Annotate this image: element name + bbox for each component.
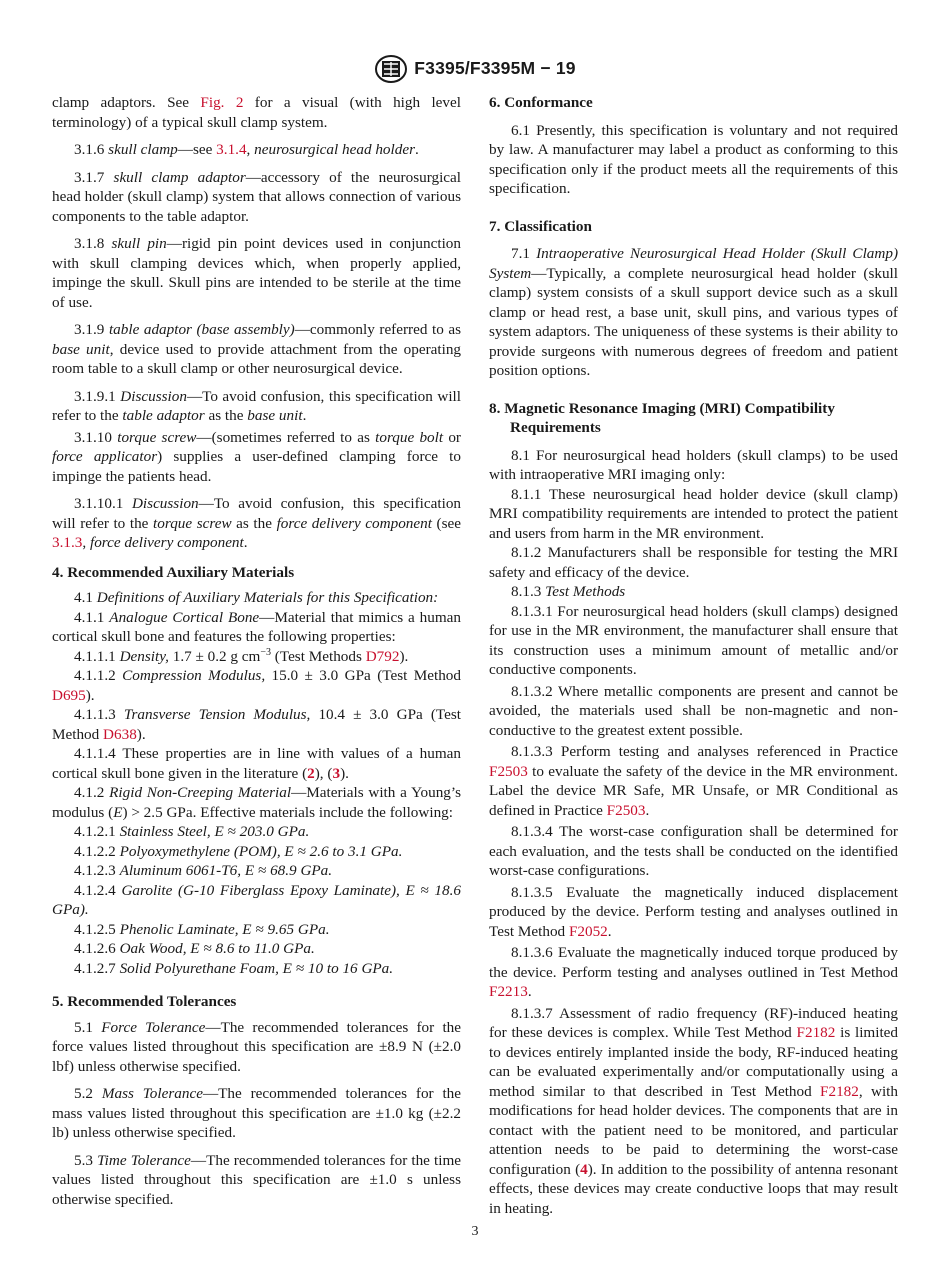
- paragraph-4-1-1-4: 4.1.1.4 These properties are in line with values of a human cortical skull bone given in the literature (2), (3).: [52, 745, 461, 782]
- link-f2052[interactable]: F2052: [568, 922, 608, 940]
- section-4-heading: 4. Recommended Auxiliary Materials: [52, 563, 295, 581]
- paragraph-4-1-1-2: 4.1.1.2 Compression Modulus, 15.0 ± 3.0 GPa (Test Method D695).: [52, 667, 461, 704]
- paragraph-3-1-10: 3.1.10 torque screw—(sometimes referred to as torque bolt or force applicator) supplies a user-defined clamping force to impinge the patients head.: [52, 428, 461, 485]
- paragraph-4-1-1-1: 4.1.1.1 Density, 1.7 ± 0.2 g $cm^{-3}$ (Test Methods D792).: [74, 646, 409, 665]
- paragraph-4-1-1: 4.1.1 Analogue Cortical Bone—Material that mimics a human cortical skull bone and features the following properties:: [52, 608, 462, 645]
- material-item: 4.1.2.1 Stainless Steel, E ≈ 203.0 GPa.: [74, 823, 310, 840]
- paragraph-3-1-9: 3.1.9 table adaptor (base assembly)—commonly referred to as base unit, device used to provide attachment from the operating room table to a skull clamp or other neurosurgical device.: [52, 321, 462, 377]
- left-column: [52, 93, 461, 1209]
- section-6-heading: 6. Conformance: [489, 94, 593, 111]
- paragraph-7-1: 7.1 Intraoperative Neurosurgical Head Holder (Skull Clamp) System—Typically, a complete neurosurgical head holder (skull clamp) system consists of a skull support device such as a skull clamp or head rest, a base unit, skull pins, and various types of system adaptors. The uniqueness of these systems is their ability to provide surgeons with numerous degrees of freedom and patient position options.: [489, 245, 898, 379]
- paragraph-8-1-3-1: 8.1.3.1 For neurosurgical head holders (skull clamps) designed for use in the MR environment, the manufacturer shall ensure that its construction uses a minimum amount of metallic and/or conductive components.: [489, 602, 898, 678]
- paragraph-8-1-3: 8.1.3 Test Methods: [511, 583, 626, 600]
- material-item: 4.1.2.4 Garolite (G-10 Fiberglass Epoxy Laminate), E ≈ 18.6 GPa).: [52, 881, 462, 918]
- paragraph-4-1-1-3: 4.1.1.3 Transverse Tension Modulus, 10.4 ± 3.0 GPa (Test Method D638).: [52, 706, 461, 743]
- material-item: 4.1.2.7 Solid Polyurethane Foam, E ≈ 10 to 16 GPa.: [74, 959, 394, 977]
- link-d638[interactable]: D638: [103, 725, 137, 743]
- paragraph-8-1-1: 8.1.1 These neurosurgical head holder device (skull clamp) MRI compatibility requirements are intended to protect the patient and users from harm in the MR environment.: [489, 485, 898, 542]
- link-3-1-3[interactable]: 3.1.3: [52, 534, 83, 551]
- paragraph-3-1-7: 3.1.7 skull clamp adaptor—accessory of the neurosurgical head holder (skull clamp) system that allows connection of various components to the table adaptor.: [52, 168, 461, 225]
- paragraph-8-1-3-7: 8.1.3.7 Assessment of radio frequency (RF)-induced heating for these devices is complex. While Test Method F2182 is limited to devices entirely implanted inside the body, RF-induced heating can be evaluated experimentally and/or computationally using a method similar to that described in Test Method F2182, with modifications for head holder devices. The components that are in contact with the patient need to be monitored, and particular attention needs to be paid to determining the worst-case configuration (4). In addition to the possibility of antenna resonant effects, these devices may create conductive loops that may result in heating.: [489, 1004, 899, 1217]
- page-header: [0, 54, 950, 84]
- paragraph-8-1-3-4: 8.1.3.4 The worst-case configuration shall be determined for each evaluation, and the tests shall be conducted on the identified worst-case configurations.: [489, 823, 898, 879]
- material-item: 4.1.2.5 Phenolic Laminate, E ≈ 9.65 GPa.: [74, 920, 330, 938]
- paragraph-8-1: 8.1 For neurosurgical head holders (skull clamps) to be used with intraoperative MRI imaging only:: [489, 446, 898, 483]
- paragraph-8-1-2: 8.1.2 Manufacturers shall be responsible for testing the MRI safety and efficacy of the device.: [489, 544, 899, 581]
- link-fig-2[interactable]: Fig. 2: [200, 94, 244, 111]
- link-f2182[interactable]: F2182: [796, 1024, 836, 1041]
- paragraph-4-1-2: 4.1.2 Rigid Non-Creeping Material—Materials with a Young’s modulus (E) > 2.5 GPa. Effective materials include the following:: [52, 784, 462, 821]
- ref-3[interactable]: 3: [332, 764, 341, 782]
- link-f2503[interactable]: F2503: [606, 801, 646, 819]
- paragraph-3-1-10-1: 3.1.10.1 Discussion—To avoid confusion, this specification will refer to the torque screw as the force delivery component (see 3.1.3, force delivery component.: [52, 495, 462, 551]
- material-item: 4.1.2.2 Polyoxymethylene (POM), E ≈ 2.6 to 3.1 GPa.: [74, 842, 403, 860]
- standard-designation: F3395/F3395M − 19: [414, 58, 576, 79]
- section-8-heading: 8. Magnetic Resonance Imaging (MRI) Compatibility Requirements: [489, 399, 835, 436]
- paragraph-3-1-8: 3.1.8 skull pin—rigid pin point devices used in conjunction with skull clamping devices which, when properly applied, impinge the skull. Skull pins are intended to be sterile at the time of use.: [52, 235, 461, 311]
- paragraph-8-1-3-6: 8.1.3.6 Evaluate the magnetically induced torque produced by the device. Perform testing and analyses outlined in Test Method F2213.: [489, 944, 898, 1000]
- paragraph-8-1-3-5: 8.1.3.5 Evaluate the magnetically induced displacement produced by the device. Perform testing and analyses outlined in Test Method F2052.: [489, 883, 899, 940]
- material-item: 4.1.2.3 Aluminum 6061-T6, E ≈ 68.9 GPa.: [74, 862, 333, 879]
- paragraph-6-1: 6.1 Presently, this specification is voluntary and not required by law. A manufacturer may label a product as conforming to this specification only if the product meets all the requirements of this specification.: [489, 121, 898, 197]
- paragraph-8-1-3-2: 8.1.3.2 Where metallic components are present and cannot be avoided, the materials used shall be non-magnetic and non-conductive to the greatest extent possible.: [489, 682, 899, 739]
- paragraph-5-1: 5.1 Force Tolerance—The recommended tolerances for the force values listed throughout this specification are ±8.9 N (±2.0 lbf) unless otherwise specified.: [52, 1018, 461, 1075]
- link-f2503[interactable]: F2503: [489, 762, 528, 780]
- paragraph-8-1-3-3: 8.1.3.3 Perform testing and analyses referenced in Practice F2503 to evaluate the safety of the device in the MR environment. Label the device MR Safe, MR Unsafe, or MR Conditional as defined in Practice F2503.: [489, 743, 899, 819]
- paragraph-continuation: clamp adaptors. See Fig. 2 for a visual (with high level terminology) of a typical skull clamp system.: [52, 94, 461, 131]
- link-3-1-4[interactable]: 3.1.4: [216, 141, 247, 158]
- section-5-heading: 5. Recommended Tolerances: [52, 993, 237, 1010]
- paragraph-3-1-9-1: 3.1.9.1 Discussion—To avoid confusion, this specification will refer to the table adaptor as the base unit.: [52, 387, 461, 424]
- paragraph-3-1-6: 3.1.6 skull clamp—see 3.1.4, neurosurgical head holder.: [74, 141, 419, 158]
- material-item: 4.1.2.6 Oak Wood, E ≈ 8.6 to 11.0 GPa.: [74, 940, 315, 957]
- astm-logo-icon: [374, 54, 408, 84]
- paragraph-5-2: 5.2 Mass Tolerance—The recommended tolerances for the mass values listed throughout this specification are ±1.0 kg (±2.2 lb) unless otherwise specified.: [52, 1085, 461, 1141]
- ref-4[interactable]: 4: [580, 1160, 588, 1178]
- page-number: 3: [471, 1224, 479, 1239]
- link-f2213[interactable]: F2213: [489, 983, 528, 1000]
- link-d695[interactable]: D695: [52, 686, 86, 704]
- right-column: [489, 93, 898, 1218]
- ref-2[interactable]: 2: [307, 764, 315, 782]
- link-d792[interactable]: D792: [365, 647, 400, 665]
- section-7-heading: 7. Classification: [489, 217, 592, 235]
- paragraph-4-1: 4.1 Definitions of Auxiliary Materials for this Specification:: [74, 589, 439, 606]
- link-f2182[interactable]: F2182: [820, 1082, 859, 1100]
- paragraph-5-3: 5.3 Time Tolerance—The recommended tolerances for the time values listed throughout this specification are ±1.0 s unless otherwise specified.: [52, 1151, 462, 1208]
